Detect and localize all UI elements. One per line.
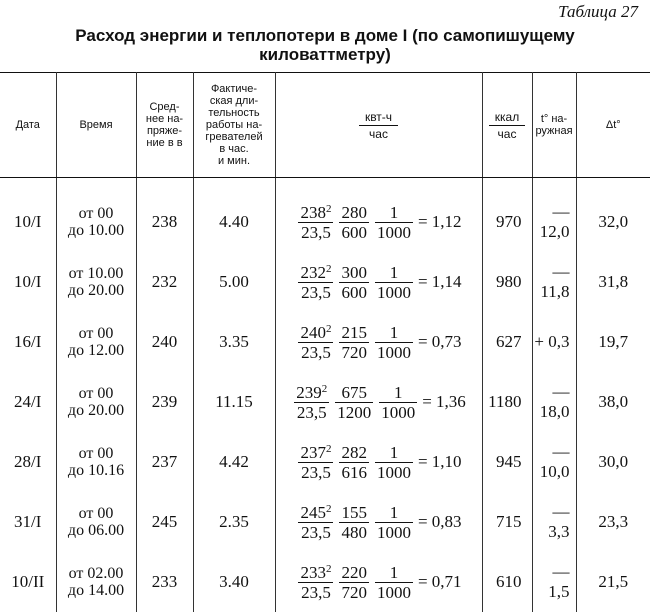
formula-thousand: 1000 [375,523,413,542]
formula-work-minutes: 155 [339,503,369,523]
formula-fraction-voltage [298,563,333,602]
header-duration-line: Фактиче- [194,83,275,95]
header-voltage-line: ние в в [137,137,193,149]
formula-fraction-conversion [375,563,413,602]
formula-voltage: 237 [300,443,326,462]
header-kcal [482,73,532,178]
table-body [0,178,650,612]
formula-fraction-minutes [335,383,373,422]
formula-exponent: 2 [326,203,332,215]
formula-result: = 0,73 [418,332,462,351]
cell-kcal: 945 [482,432,532,492]
formula-work-minutes: 282 [339,443,369,463]
header-time: Время [56,73,136,178]
cell-time-to: до 06.00 [57,522,136,539]
cell-duration: 4.42 [193,432,275,492]
cell-date: 28/I [0,432,56,492]
cell-voltage: 232 [136,252,193,312]
header-delta-t: Δt° [576,73,650,178]
cell-kcal: 610 [482,552,532,612]
formula-exponent: 2 [322,383,328,395]
header-voltage [136,73,193,178]
cell-time-from: от 10.00 [57,265,136,282]
cell-duration: 3.35 [193,312,275,372]
formula-thousand: 1000 [379,403,417,422]
formula-exponent: 2 [326,443,332,455]
formula-one: 1 [375,443,413,463]
cell-time-to: до 20.00 [57,402,136,419]
formula-resistance: 23,5 [298,523,333,542]
cell-formula [275,432,482,492]
cell-time [56,492,136,552]
formula-voltage: 233 [300,563,326,582]
formula-one: 1 [375,263,413,283]
formula-voltage-squared [298,323,333,343]
header-energy-denominator: час [359,126,398,142]
cell-outside-temp: + 0,3 [532,312,576,372]
formula-fraction-minutes [339,443,369,482]
formula-result: = 0,71 [418,572,462,591]
formula-work-minutes: 220 [339,563,369,583]
formula-voltage-squared [294,383,329,403]
table-row [0,178,650,253]
cell-delta-t: 31,8 [576,252,650,312]
formula-fraction-voltage [294,383,329,422]
formula-exponent: 2 [326,563,332,575]
cell-time-to: до 10.16 [57,462,136,479]
cell-time-from: от 00 [57,505,136,522]
header-voltage-line: нее на- [137,113,193,125]
formula-voltage-squared [298,443,333,463]
cell-time-from: от 00 [57,445,136,462]
formula-fraction-minutes [339,203,369,242]
formula-voltage-squared [298,203,333,223]
cell-outside-temp: —12,0 [532,178,576,253]
cell-formula [275,492,482,552]
formula-thousand: 1000 [375,583,413,602]
header-outside-line: t° на- [533,113,576,125]
formula-exponent: 2 [326,263,332,275]
formula-resistance: 23,5 [294,403,329,422]
formula-result: = 1,36 [422,392,466,411]
formula-exponent: 2 [326,503,332,515]
formula-voltage-squared [298,503,333,523]
cell-time [56,552,136,612]
cell-time-from: от 00 [57,385,136,402]
header-outside-line: ружная [533,125,576,137]
cell-time [56,372,136,432]
cell-outside-temp: — 1,5 [532,552,576,612]
cell-date: 10/I [0,178,56,253]
formula-thousand: 1000 [375,223,413,242]
table-title [0,26,650,64]
cell-kcal: 970 [482,178,532,253]
header-duration-line: работы на- [194,119,275,131]
cell-outside-temp: —18,0 [532,372,576,432]
formula-fraction-voltage [298,203,333,242]
formula-fraction-minutes [339,563,369,602]
header-duration-line: в час. [194,143,275,155]
cell-kcal: 715 [482,492,532,552]
formula-thousand: 1000 [375,283,413,302]
formula-fraction-minutes [339,263,369,302]
cell-delta-t: 32,0 [576,178,650,253]
table-row [0,492,650,552]
title-line-1: Расход энергии и теплопотери в доме I (по самопишущему [0,26,650,45]
formula-total-minutes: 600 [339,283,369,302]
formula-voltage-squared [298,563,333,583]
formula-total-minutes: 720 [339,583,369,602]
formula-resistance: 23,5 [298,583,333,602]
formula-voltage: 245 [300,503,326,522]
formula-total-minutes: 720 [339,343,369,362]
cell-date: 24/I [0,372,56,432]
energy-formula [295,511,461,530]
energy-formula [295,451,461,470]
formula-one: 1 [375,563,413,583]
cell-duration: 2.35 [193,492,275,552]
formula-fraction-conversion [375,263,413,302]
table-row [0,372,650,432]
energy-formula [295,571,461,590]
header-voltage-line: пряже- [137,125,193,137]
formula-voltage: 232 [300,263,326,282]
table-row [0,432,650,492]
cell-time-to: до 10.00 [57,222,136,239]
header-voltage-line: Сред- [137,101,193,113]
formula-one: 1 [375,203,413,223]
cell-outside-temp: —10,0 [532,432,576,492]
energy-formula [295,271,461,290]
cell-voltage: 245 [136,492,193,552]
table-row [0,252,650,312]
formula-work-minutes: 675 [335,383,373,403]
formula-voltage: 238 [300,203,326,222]
cell-voltage: 237 [136,432,193,492]
formula-result: = 1,14 [418,272,462,291]
table-number: Таблица 27 [558,2,638,22]
header-duration [193,73,275,178]
header-kcal-unit [489,109,525,142]
cell-time-from: от 02.00 [57,565,136,582]
cell-time [56,312,136,372]
cell-kcal: 627 [482,312,532,372]
header-row [0,73,650,178]
header-duration-line: гревателей [194,131,275,143]
header-kcal-denominator: час [489,126,525,142]
formula-one: 1 [375,503,413,523]
cell-duration: 4.40 [193,178,275,253]
cell-delta-t: 30,0 [576,432,650,492]
formula-resistance: 23,5 [298,283,333,302]
cell-time-from: от 00 [57,325,136,342]
cell-outside-temp: —11,8 [532,252,576,312]
cell-delta-t: 19,7 [576,312,650,372]
cell-voltage: 239 [136,372,193,432]
header-kcal-numerator: ккал [489,109,525,126]
cell-duration: 11.15 [193,372,275,432]
cell-delta-t: 23,3 [576,492,650,552]
cell-kcal: 980 [482,252,532,312]
table-row [0,312,650,372]
formula-fraction-conversion [375,503,413,542]
formula-thousand: 1000 [375,463,413,482]
formula-work-minutes: 280 [339,203,369,223]
cell-duration: 5.00 [193,252,275,312]
formula-fraction-conversion [379,383,417,422]
formula-total-minutes: 600 [339,223,369,242]
cell-duration: 3.40 [193,552,275,612]
header-duration-line: ская дли- [194,95,275,107]
formula-work-minutes: 215 [339,323,369,343]
cell-date: 10/II [0,552,56,612]
formula-fraction-voltage [298,443,333,482]
cell-time [56,432,136,492]
cell-formula [275,552,482,612]
formula-result: = 1,12 [418,212,462,231]
cell-formula [275,252,482,312]
cell-voltage: 233 [136,552,193,612]
header-duration-line: и мин. [194,155,275,167]
formula-fraction-minutes [339,503,369,542]
formula-result: = 1,10 [418,452,462,471]
formula-thousand: 1000 [375,343,413,362]
table-row [0,552,650,612]
header-energy-unit [359,109,398,142]
cell-formula [275,312,482,372]
cell-date: 10/I [0,252,56,312]
formula-exponent: 2 [326,323,332,335]
formula-resistance: 23,5 [298,463,333,482]
formula-resistance: 23,5 [298,223,333,242]
energy-formula [295,211,461,230]
cell-time-to: до 12.00 [57,342,136,359]
energy-formula [291,391,466,410]
formula-total-minutes: 616 [339,463,369,482]
cell-time [56,178,136,253]
cell-voltage: 240 [136,312,193,372]
formula-fraction-conversion [375,323,413,362]
cell-time [56,252,136,312]
header-date: Дата [0,73,56,178]
cell-voltage: 238 [136,178,193,253]
cell-delta-t: 21,5 [576,552,650,612]
header-duration-line: тельность [194,107,275,119]
formula-voltage-squared [298,263,333,283]
cell-kcal: 1180 [482,372,532,432]
header-energy [275,73,482,178]
formula-fraction-conversion [375,443,413,482]
formula-fraction-conversion [375,203,413,242]
cell-date: 31/I [0,492,56,552]
formula-fraction-voltage [298,503,333,542]
cell-formula [275,178,482,253]
cell-outside-temp: — 3,3 [532,492,576,552]
cell-time-to: до 14.00 [57,582,136,599]
cell-delta-t: 38,0 [576,372,650,432]
title-line-2: киловаттметру) [0,45,650,64]
formula-work-minutes: 300 [339,263,369,283]
formula-total-minutes: 1200 [335,403,373,422]
formula-fraction-voltage [298,263,333,302]
formula-result: = 0,83 [418,512,462,531]
formula-one: 1 [375,323,413,343]
cell-time-from: от 00 [57,205,136,222]
formula-voltage: 240 [300,323,326,342]
cell-date: 16/I [0,312,56,372]
formula-total-minutes: 480 [339,523,369,542]
energy-formula [295,331,461,350]
formula-one: 1 [379,383,417,403]
energy-table [0,72,650,612]
cell-formula [275,372,482,432]
formula-fraction-minutes [339,323,369,362]
cell-time-to: до 20.00 [57,282,136,299]
formula-resistance: 23,5 [298,343,333,362]
header-energy-numerator: квт-ч [359,109,398,126]
formula-fraction-voltage [298,323,333,362]
header-outside-temp [532,73,576,178]
formula-voltage: 239 [296,383,322,402]
